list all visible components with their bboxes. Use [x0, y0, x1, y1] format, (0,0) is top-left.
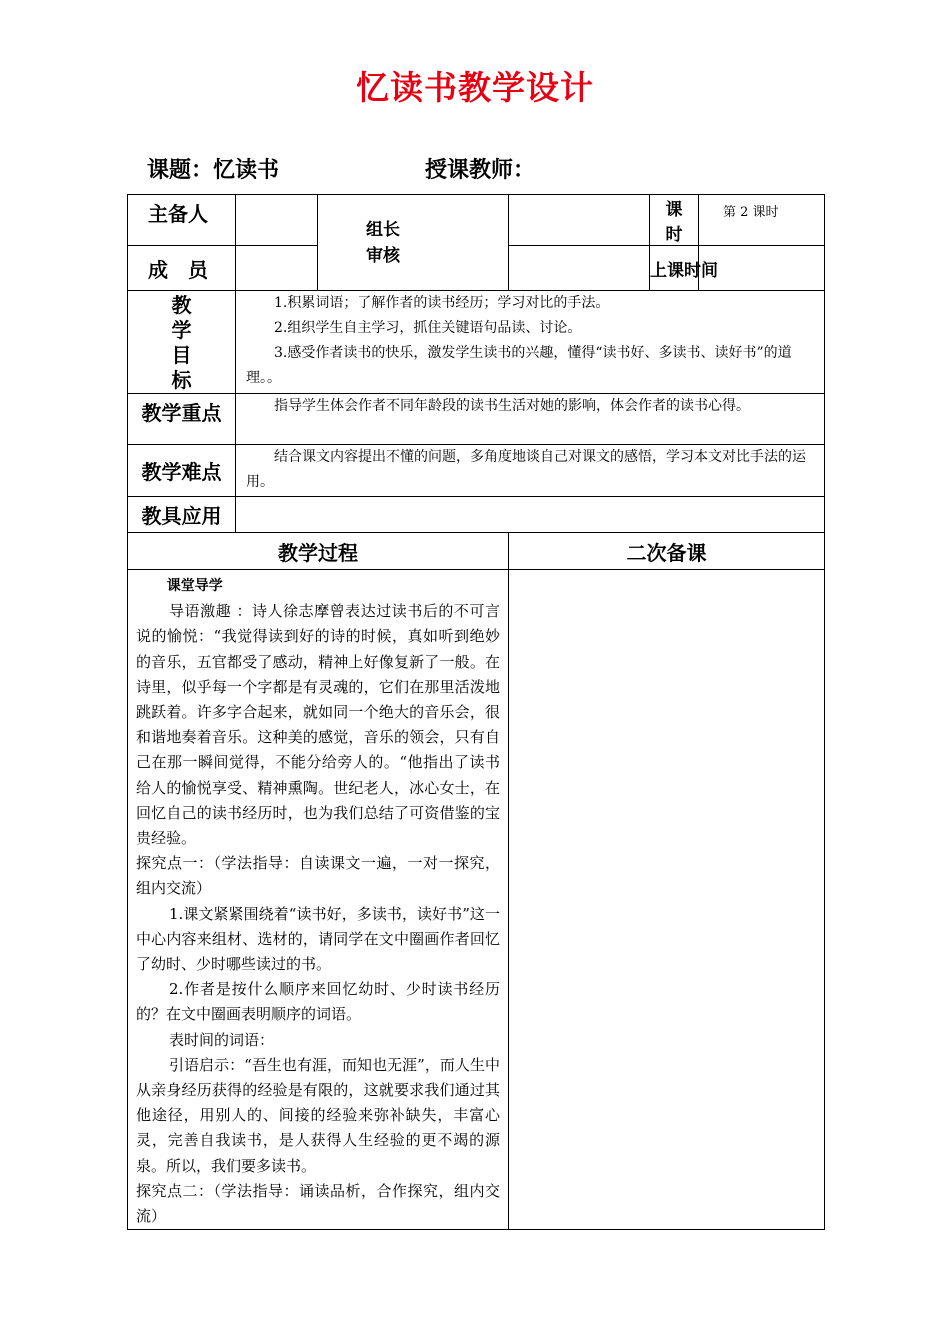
objectives-content: [236, 291, 825, 394]
quote-inspiration: 引语启示：“吾生也有涯，而知也无涯”，而人生中从亲身经历获得的经验是有限的，这就要求我们通过其他途径，用别人的、间接的经验来弥补缺失，丰富心灵，完善自我读书，是人获得人生经验的更不竭的源泉。所以，我们要多读书。: [136, 1055, 500, 1175]
document-title: 忆读书教学设计: [356, 68, 594, 107]
difficulties-text: 结合课文内容提出不懂的问题，多角度地谈自己对课文的感悟，学习本文对比手法的运用。: [236, 445, 825, 497]
process-heading: 课堂导学: [166, 578, 223, 594]
period-value: 第 2 课时: [699, 195, 825, 246]
leader-value: [509, 195, 650, 246]
leader-review-cell: [318, 195, 509, 291]
secondary-header: 二次备课: [509, 533, 825, 570]
members-label: 成 员: [128, 246, 236, 291]
process-header: 教学过程: [128, 533, 509, 570]
preparer-label: 主备人: [128, 195, 236, 246]
members-value: [236, 246, 318, 291]
subject-line: 课题：忆读书: [147, 158, 280, 183]
objective-item: 1.积累词语；了解作者的读书经历；学习对比的手法。: [274, 295, 610, 311]
lesson-plan-table: [127, 194, 825, 1230]
objectives-label-char: 学: [171, 318, 192, 342]
objectives-label-char: 标: [171, 368, 192, 392]
teacher-line: 授课教师：: [425, 158, 536, 183]
period-label: 课 时: [650, 195, 699, 246]
tools-label: 教具应用: [128, 497, 236, 533]
objectives-label: [128, 291, 236, 394]
explore-point-1: 探究点一：（学法指导：自读课文一遍，一对一探究，组内交流）: [136, 854, 500, 898]
objectives-label-char: 目: [171, 343, 192, 367]
members-extra: [509, 246, 650, 291]
difficulties-label: 教学难点: [128, 445, 236, 497]
preparer-value: [236, 195, 318, 246]
objectives-label-char: 教: [171, 293, 192, 317]
question-1: 1.课文紧紧围绕着“读书好，多读书，读好书”这一中心内容来组材、选材的，请同学在文中圈画作者回忆了幼时、少时哪些读过的书。: [136, 904, 500, 974]
time-words: 表时间的词语：: [169, 1030, 275, 1049]
key-points-text: 指导学生体会作者不同年龄段的读书生活对她的影响，体会作者的读书心得。: [236, 394, 825, 445]
class-time-label: 上课时间: [650, 246, 699, 291]
process-intro: 导语激趣 ：诗人徐志摩曾表达过读书后的不可言说的愉悦：“我觉得读到好的诗的时候，真如听到绝妙的音乐，五官都受了感动，精神上好像复新了一般。在诗里，似乎每一个字都是有灵魂的，它们在那里活泼地跳跃着。许多字合起来，就如同一个绝大的音乐会，很和谐地奏着音乐。这种美的感觉，音乐的领会，只有自己在那一瞬间觉得，不能分给旁人的。“他指出了读书给人的愉悦享受、精神熏陶。世纪老人，冰心女士，在回忆自己的读书经历时，也为我们总结了可资借鉴的宝贵经验。: [136, 602, 500, 848]
process-content: [128, 570, 509, 1230]
objective-item: 3.感受作者读书的快乐，激发学生读书的兴趣，懂得“读书好、多读书、读好书”的道理。。: [246, 345, 792, 386]
key-points-label: 教学重点: [128, 394, 236, 445]
explore-point-2: 探究点二：（学法指导：诵读品析，合作探究，组内交流）: [136, 1181, 500, 1226]
tools-value: [236, 497, 825, 533]
secondary-notes: [509, 570, 825, 1230]
leader-label-1: 组长: [366, 219, 400, 240]
leader-label-2: 审核: [366, 245, 400, 266]
objective-item: 2.组织学生自主学习，抓住关键语句品读、讨论。: [274, 320, 582, 336]
question-2: 2.作者是按什么顺序来回忆幼时、少时读书经历的？在文中圈画表明顺序的词语。: [136, 980, 500, 1024]
